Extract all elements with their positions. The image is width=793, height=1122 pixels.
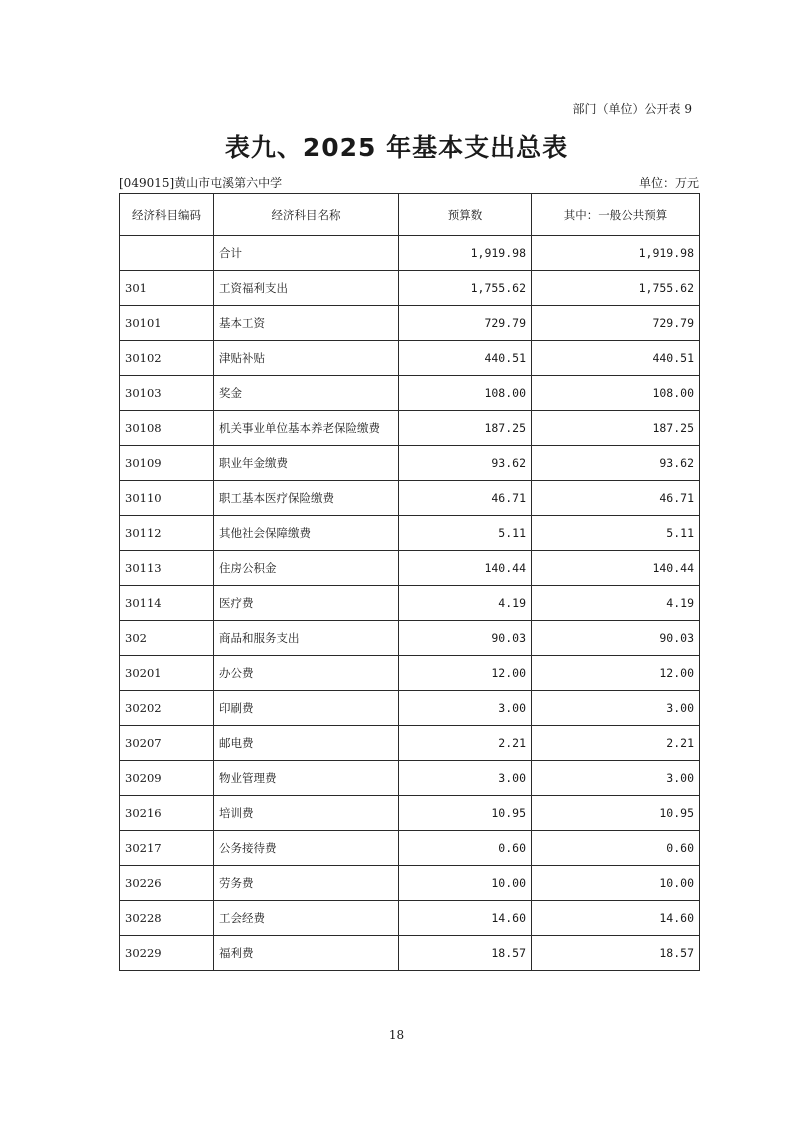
cell-general: 5.11	[532, 516, 700, 551]
cell-code: 302	[120, 621, 214, 656]
table-row	[120, 691, 700, 726]
cell-name: 印刷费	[214, 691, 399, 726]
header-row	[120, 194, 700, 236]
column-header-budget: 预算数	[399, 194, 532, 236]
cell-code: 30229	[120, 936, 214, 971]
cell-name: 物业管理费	[214, 761, 399, 796]
cell-name: 职工基本医疗保险缴费	[214, 481, 399, 516]
cell-budget: 2.21	[399, 726, 532, 761]
cell-general: 18.57	[532, 936, 700, 971]
cell-code: 30207	[120, 726, 214, 761]
cell-name: 办公费	[214, 656, 399, 691]
cell-code: 30209	[120, 761, 214, 796]
cell-general: 1,919.98	[532, 236, 700, 271]
cell-code: 30114	[120, 586, 214, 621]
table-row	[120, 761, 700, 796]
table-row	[120, 306, 700, 341]
column-header-name: 经济科目名称	[214, 194, 399, 236]
cell-budget: 18.57	[399, 936, 532, 971]
cell-name: 奖金	[214, 376, 399, 411]
cell-general: 108.00	[532, 376, 700, 411]
cell-code	[120, 236, 214, 271]
cell-name: 合计	[214, 236, 399, 271]
cell-code: 30228	[120, 901, 214, 936]
cell-code: 30102	[120, 341, 214, 376]
table-row	[120, 586, 700, 621]
cell-budget: 14.60	[399, 901, 532, 936]
cell-budget: 90.03	[399, 621, 532, 656]
cell-code: 30216	[120, 796, 214, 831]
table-row	[120, 656, 700, 691]
cell-code: 30112	[120, 516, 214, 551]
cell-code: 30108	[120, 411, 214, 446]
meta-row	[119, 174, 699, 191]
cell-code: 30226	[120, 866, 214, 901]
table-header	[120, 194, 700, 236]
cell-budget: 46.71	[399, 481, 532, 516]
cell-general: 3.00	[532, 691, 700, 726]
cell-general: 140.44	[532, 551, 700, 586]
table-row	[120, 236, 700, 271]
cell-name: 基本工资	[214, 306, 399, 341]
cell-budget: 440.51	[399, 341, 532, 376]
table-row	[120, 901, 700, 936]
cell-general: 10.00	[532, 866, 700, 901]
cell-budget: 3.00	[399, 691, 532, 726]
cell-budget: 140.44	[399, 551, 532, 586]
cell-code: 30201	[120, 656, 214, 691]
cell-name: 商品和服务支出	[214, 621, 399, 656]
table-row	[120, 866, 700, 901]
unit-label: 单位：万元	[638, 176, 699, 190]
cell-budget: 4.19	[399, 586, 532, 621]
cell-general: 0.60	[532, 831, 700, 866]
cell-general: 2.21	[532, 726, 700, 761]
cell-budget: 0.60	[399, 831, 532, 866]
cell-general: 4.19	[532, 586, 700, 621]
cell-name: 公务接待费	[214, 831, 399, 866]
table-row	[120, 376, 700, 411]
table-row	[120, 551, 700, 586]
cell-name: 津贴补贴	[214, 341, 399, 376]
table-row	[120, 726, 700, 761]
cell-budget: 187.25	[399, 411, 532, 446]
cell-budget: 108.00	[399, 376, 532, 411]
cell-budget: 1,919.98	[399, 236, 532, 271]
table-row	[120, 411, 700, 446]
cell-code: 30109	[120, 446, 214, 481]
cell-name: 职业年金缴费	[214, 446, 399, 481]
cell-general: 90.03	[532, 621, 700, 656]
table-row	[120, 446, 700, 481]
unit-organization: [049015]黄山市屯溪第六中学	[119, 176, 283, 190]
cell-name: 机关事业单位基本养老保险缴费	[214, 411, 399, 446]
cell-name: 工资福利支出	[214, 271, 399, 306]
cell-name: 福利费	[214, 936, 399, 971]
cell-code: 30110	[120, 481, 214, 516]
cell-budget: 3.00	[399, 761, 532, 796]
cell-general: 729.79	[532, 306, 700, 341]
cell-code: 30113	[120, 551, 214, 586]
table-row	[120, 516, 700, 551]
cell-general: 12.00	[532, 656, 700, 691]
page-tag: 部门（单位）公开表 9	[572, 102, 692, 116]
table-row	[120, 796, 700, 831]
cell-general: 1,755.62	[532, 271, 700, 306]
cell-general: 14.60	[532, 901, 700, 936]
column-header-code: 经济科目编码	[120, 194, 214, 236]
cell-general: 10.95	[532, 796, 700, 831]
cell-general: 46.71	[532, 481, 700, 516]
cell-general: 3.00	[532, 761, 700, 796]
cell-name: 培训费	[214, 796, 399, 831]
cell-code: 30101	[120, 306, 214, 341]
cell-budget: 12.00	[399, 656, 532, 691]
table-row	[120, 271, 700, 306]
cell-name: 工会经费	[214, 901, 399, 936]
cell-name: 住房公积金	[214, 551, 399, 586]
column-header-general: 其中：一般公共预算	[532, 194, 700, 236]
cell-budget: 10.95	[399, 796, 532, 831]
cell-budget: 1,755.62	[399, 271, 532, 306]
cell-general: 187.25	[532, 411, 700, 446]
cell-name: 医疗费	[214, 586, 399, 621]
budget-table	[119, 193, 700, 971]
cell-budget: 5.11	[399, 516, 532, 551]
cell-general: 440.51	[532, 341, 700, 376]
table-row	[120, 831, 700, 866]
page-number: 18	[388, 1028, 405, 1042]
cell-code: 30103	[120, 376, 214, 411]
table-body	[120, 236, 700, 971]
cell-name: 其他社会保障缴费	[214, 516, 399, 551]
cell-general: 93.62	[532, 446, 700, 481]
table-row	[120, 481, 700, 516]
table-row	[120, 936, 700, 971]
cell-name: 劳务费	[214, 866, 399, 901]
cell-code: 30202	[120, 691, 214, 726]
cell-budget: 10.00	[399, 866, 532, 901]
cell-code: 30217	[120, 831, 214, 866]
cell-budget: 93.62	[399, 446, 532, 481]
cell-name: 邮电费	[214, 726, 399, 761]
page-title: 表九、2025 年基本支出总表	[224, 133, 569, 162]
cell-code: 301	[120, 271, 214, 306]
cell-budget: 729.79	[399, 306, 532, 341]
table-row	[120, 341, 700, 376]
table-row	[120, 621, 700, 656]
